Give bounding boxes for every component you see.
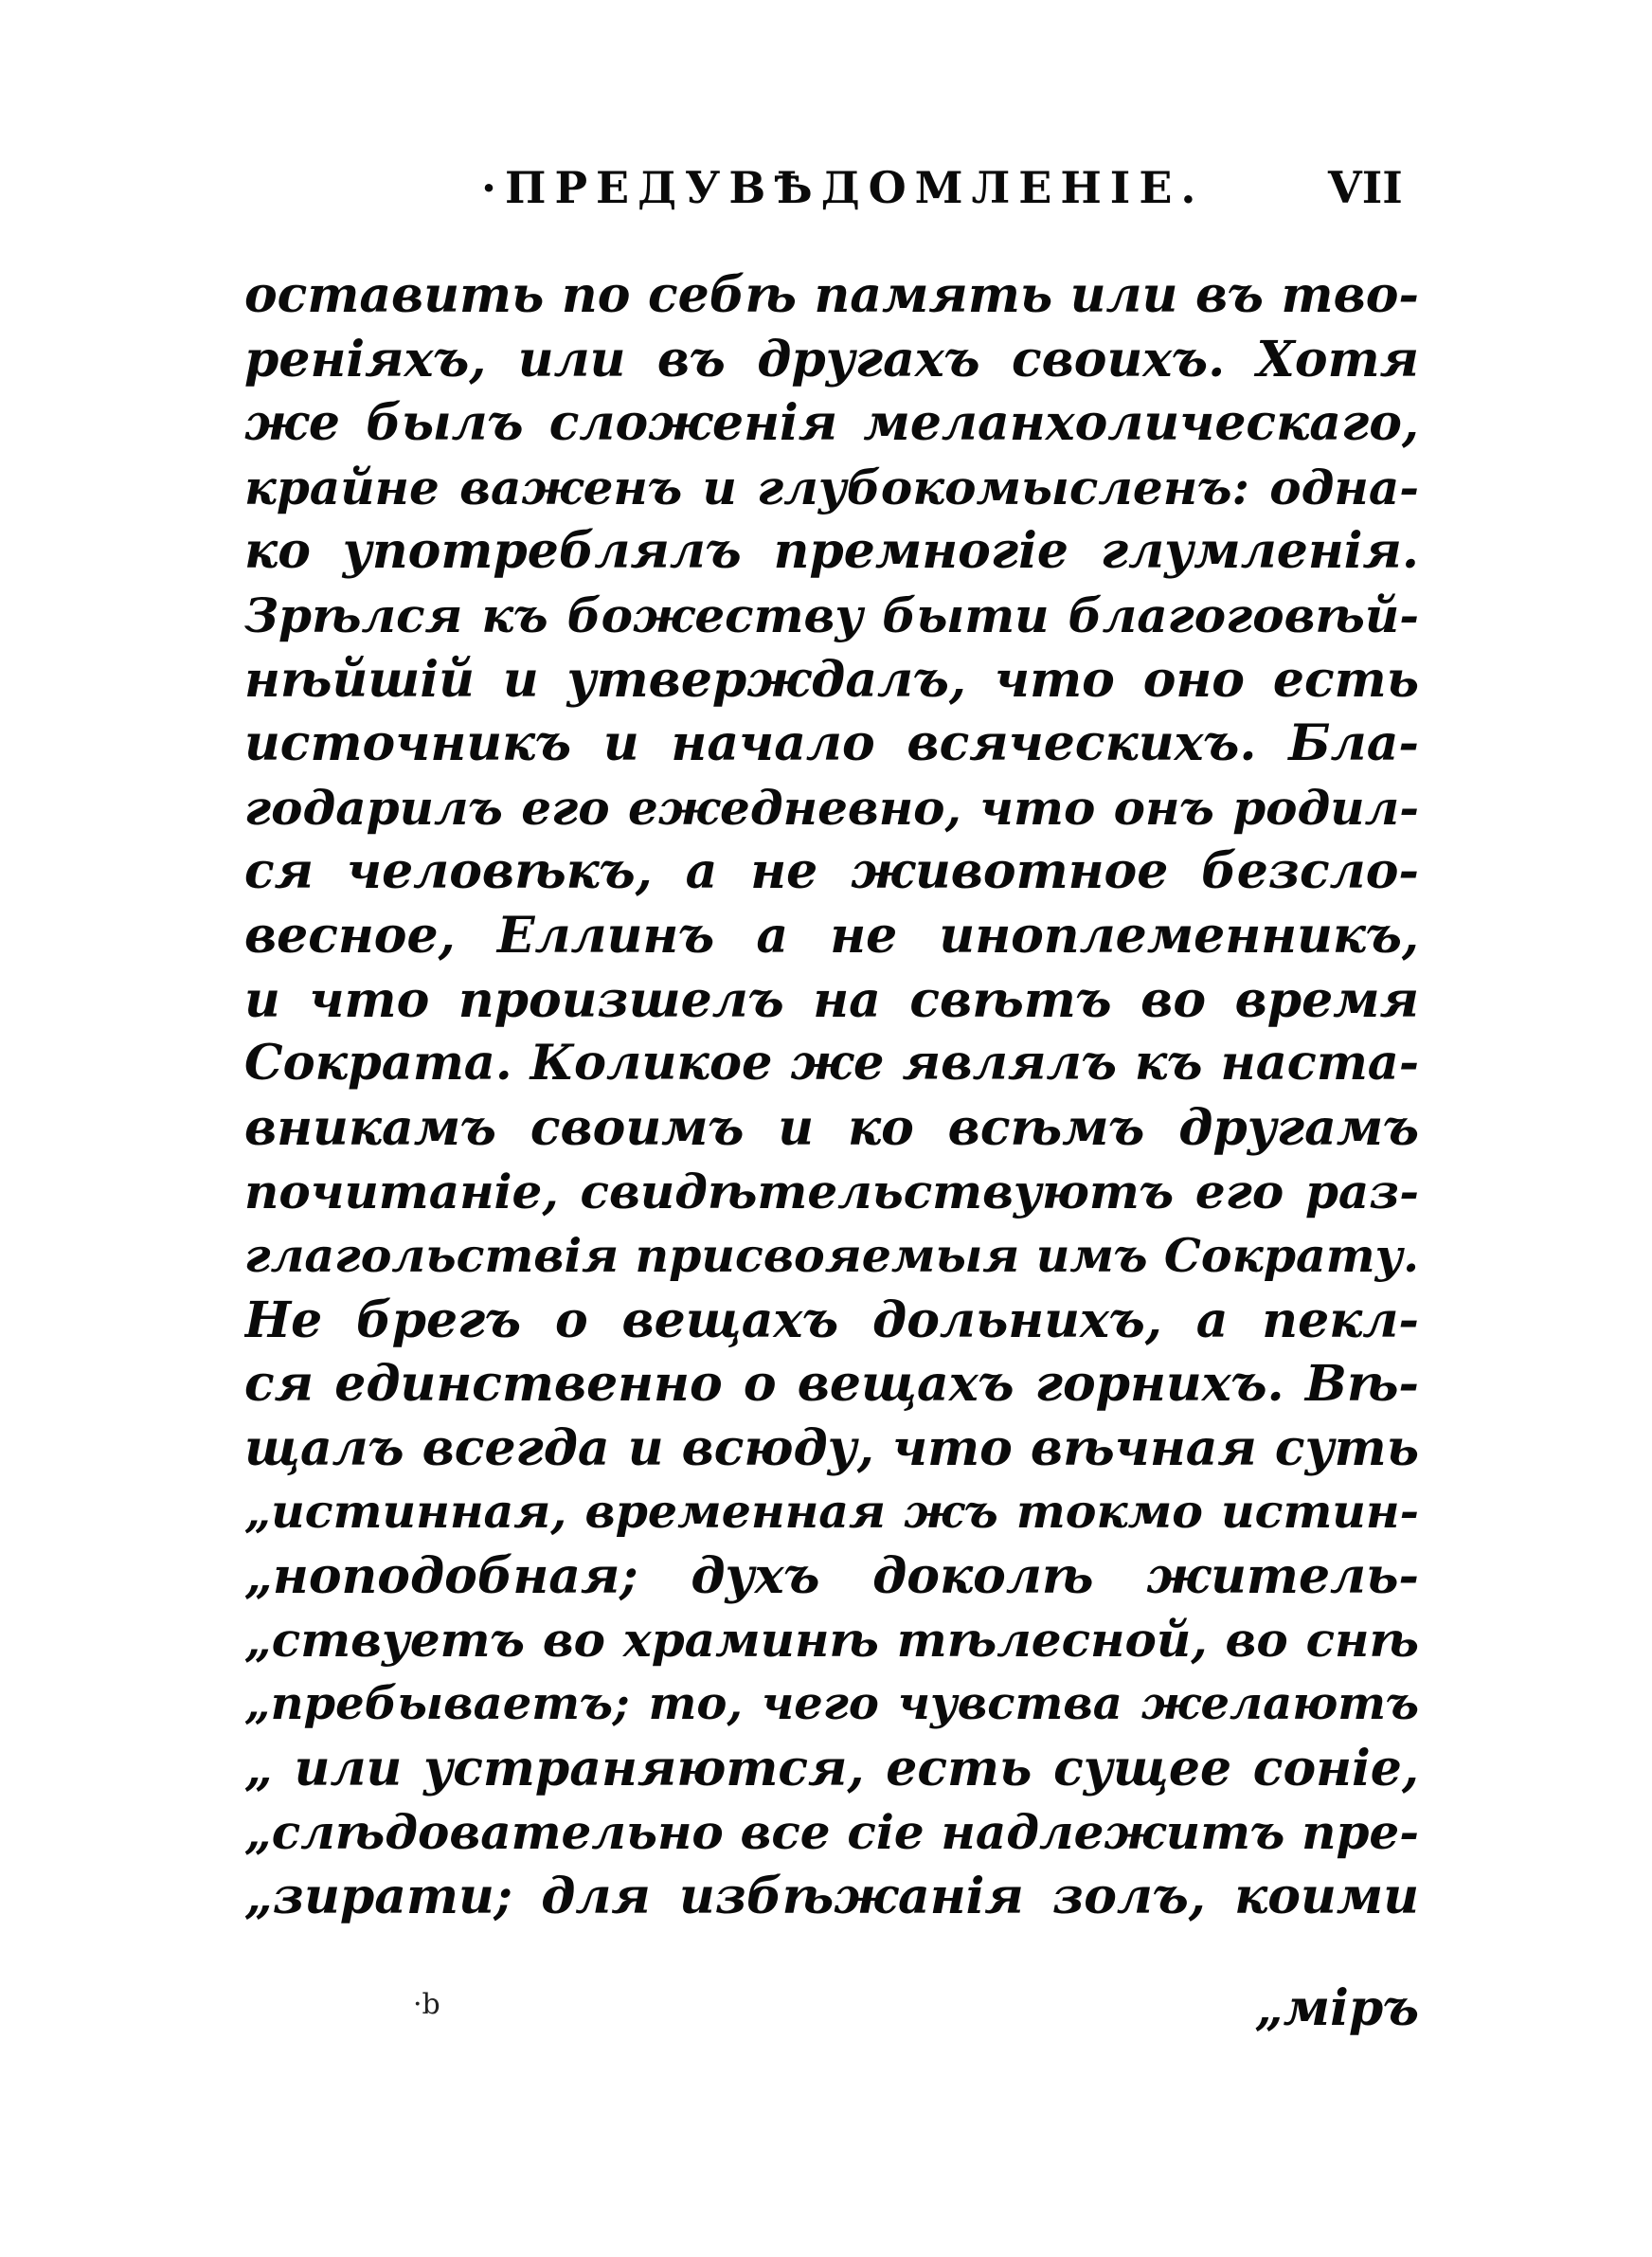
text-line: оставить по себѣ память или въ тво-: [244, 266, 1419, 324]
text-line: глагольствія присвояемыя имъ Сократу.: [244, 1227, 1419, 1283]
signature-mark: ·b: [413, 1988, 440, 2021]
text-line: „зирати; для избѣжанія золъ, коими: [244, 1867, 1419, 1925]
text-line: „слѣдовательно все сіе надлежитъ пре-: [244, 1804, 1419, 1861]
text-line: нѣйшій и утверждалъ, что оно есть: [244, 650, 1419, 709]
text-line: „ или устраняются, есть сущее соніе,: [244, 1739, 1419, 1797]
text-line: весное, Еллинъ а не иноплеменникъ,: [244, 906, 1419, 965]
text-line: источникъ и начало всяческихъ. Бла-: [244, 714, 1419, 773]
text-line: щалъ всегда и всюду, что вѣчная суть: [244, 1418, 1419, 1477]
text-line: Не брегъ о вещахъ дольнихъ, а пекл-: [244, 1291, 1419, 1349]
text-line: ся единственно о вещахъ горнихъ. Вѣ-: [244, 1355, 1419, 1414]
text-line: крайне важенъ и глубокомысленъ: одна-: [244, 459, 1419, 515]
text-line: „ноподобная; духъ доколѣ житель-: [244, 1546, 1419, 1605]
text-line: „пребываетъ; то, чего чувства желаютъ: [244, 1677, 1419, 1731]
text-line: ко употреблялъ премногіе глумленія.: [244, 522, 1419, 581]
text-line: Зрѣлся къ божеству быти благоговѣй-: [244, 587, 1419, 643]
text-line: ся человѣкъ, а не животное безсло-: [244, 842, 1419, 901]
text-line: Сократа. Коликое же являлъ къ наста-: [244, 1035, 1419, 1092]
page-number: VII: [1328, 162, 1403, 213]
text-line: и что произшелъ на свѣтъ во время: [244, 970, 1419, 1029]
text-line: вникамъ своимъ и ко всѣмъ другамъ: [244, 1098, 1419, 1157]
text-line: „истинная, временная жъ токмо истин-: [244, 1484, 1419, 1540]
text-line: годарилъ его ежедневно, что онъ родил-: [244, 779, 1419, 836]
text-line: реніяхъ, или въ другахъ своихъ. Хотя: [244, 330, 1419, 388]
text-line: „ствуетъ во храминѣ тѣлесной, во снѣ: [244, 1612, 1419, 1669]
text-line: же былъ сложенія меланхолическаго,: [244, 394, 1419, 453]
running-head: ·ПРЕДУВѢДОМЛЕНІЕ.: [481, 162, 1205, 213]
text-line: почитаніе, свидѣтельствуютъ его раз-: [244, 1164, 1419, 1220]
catchword: „міръ: [1254, 1979, 1419, 2037]
body-text: [244, 263, 1419, 1928]
